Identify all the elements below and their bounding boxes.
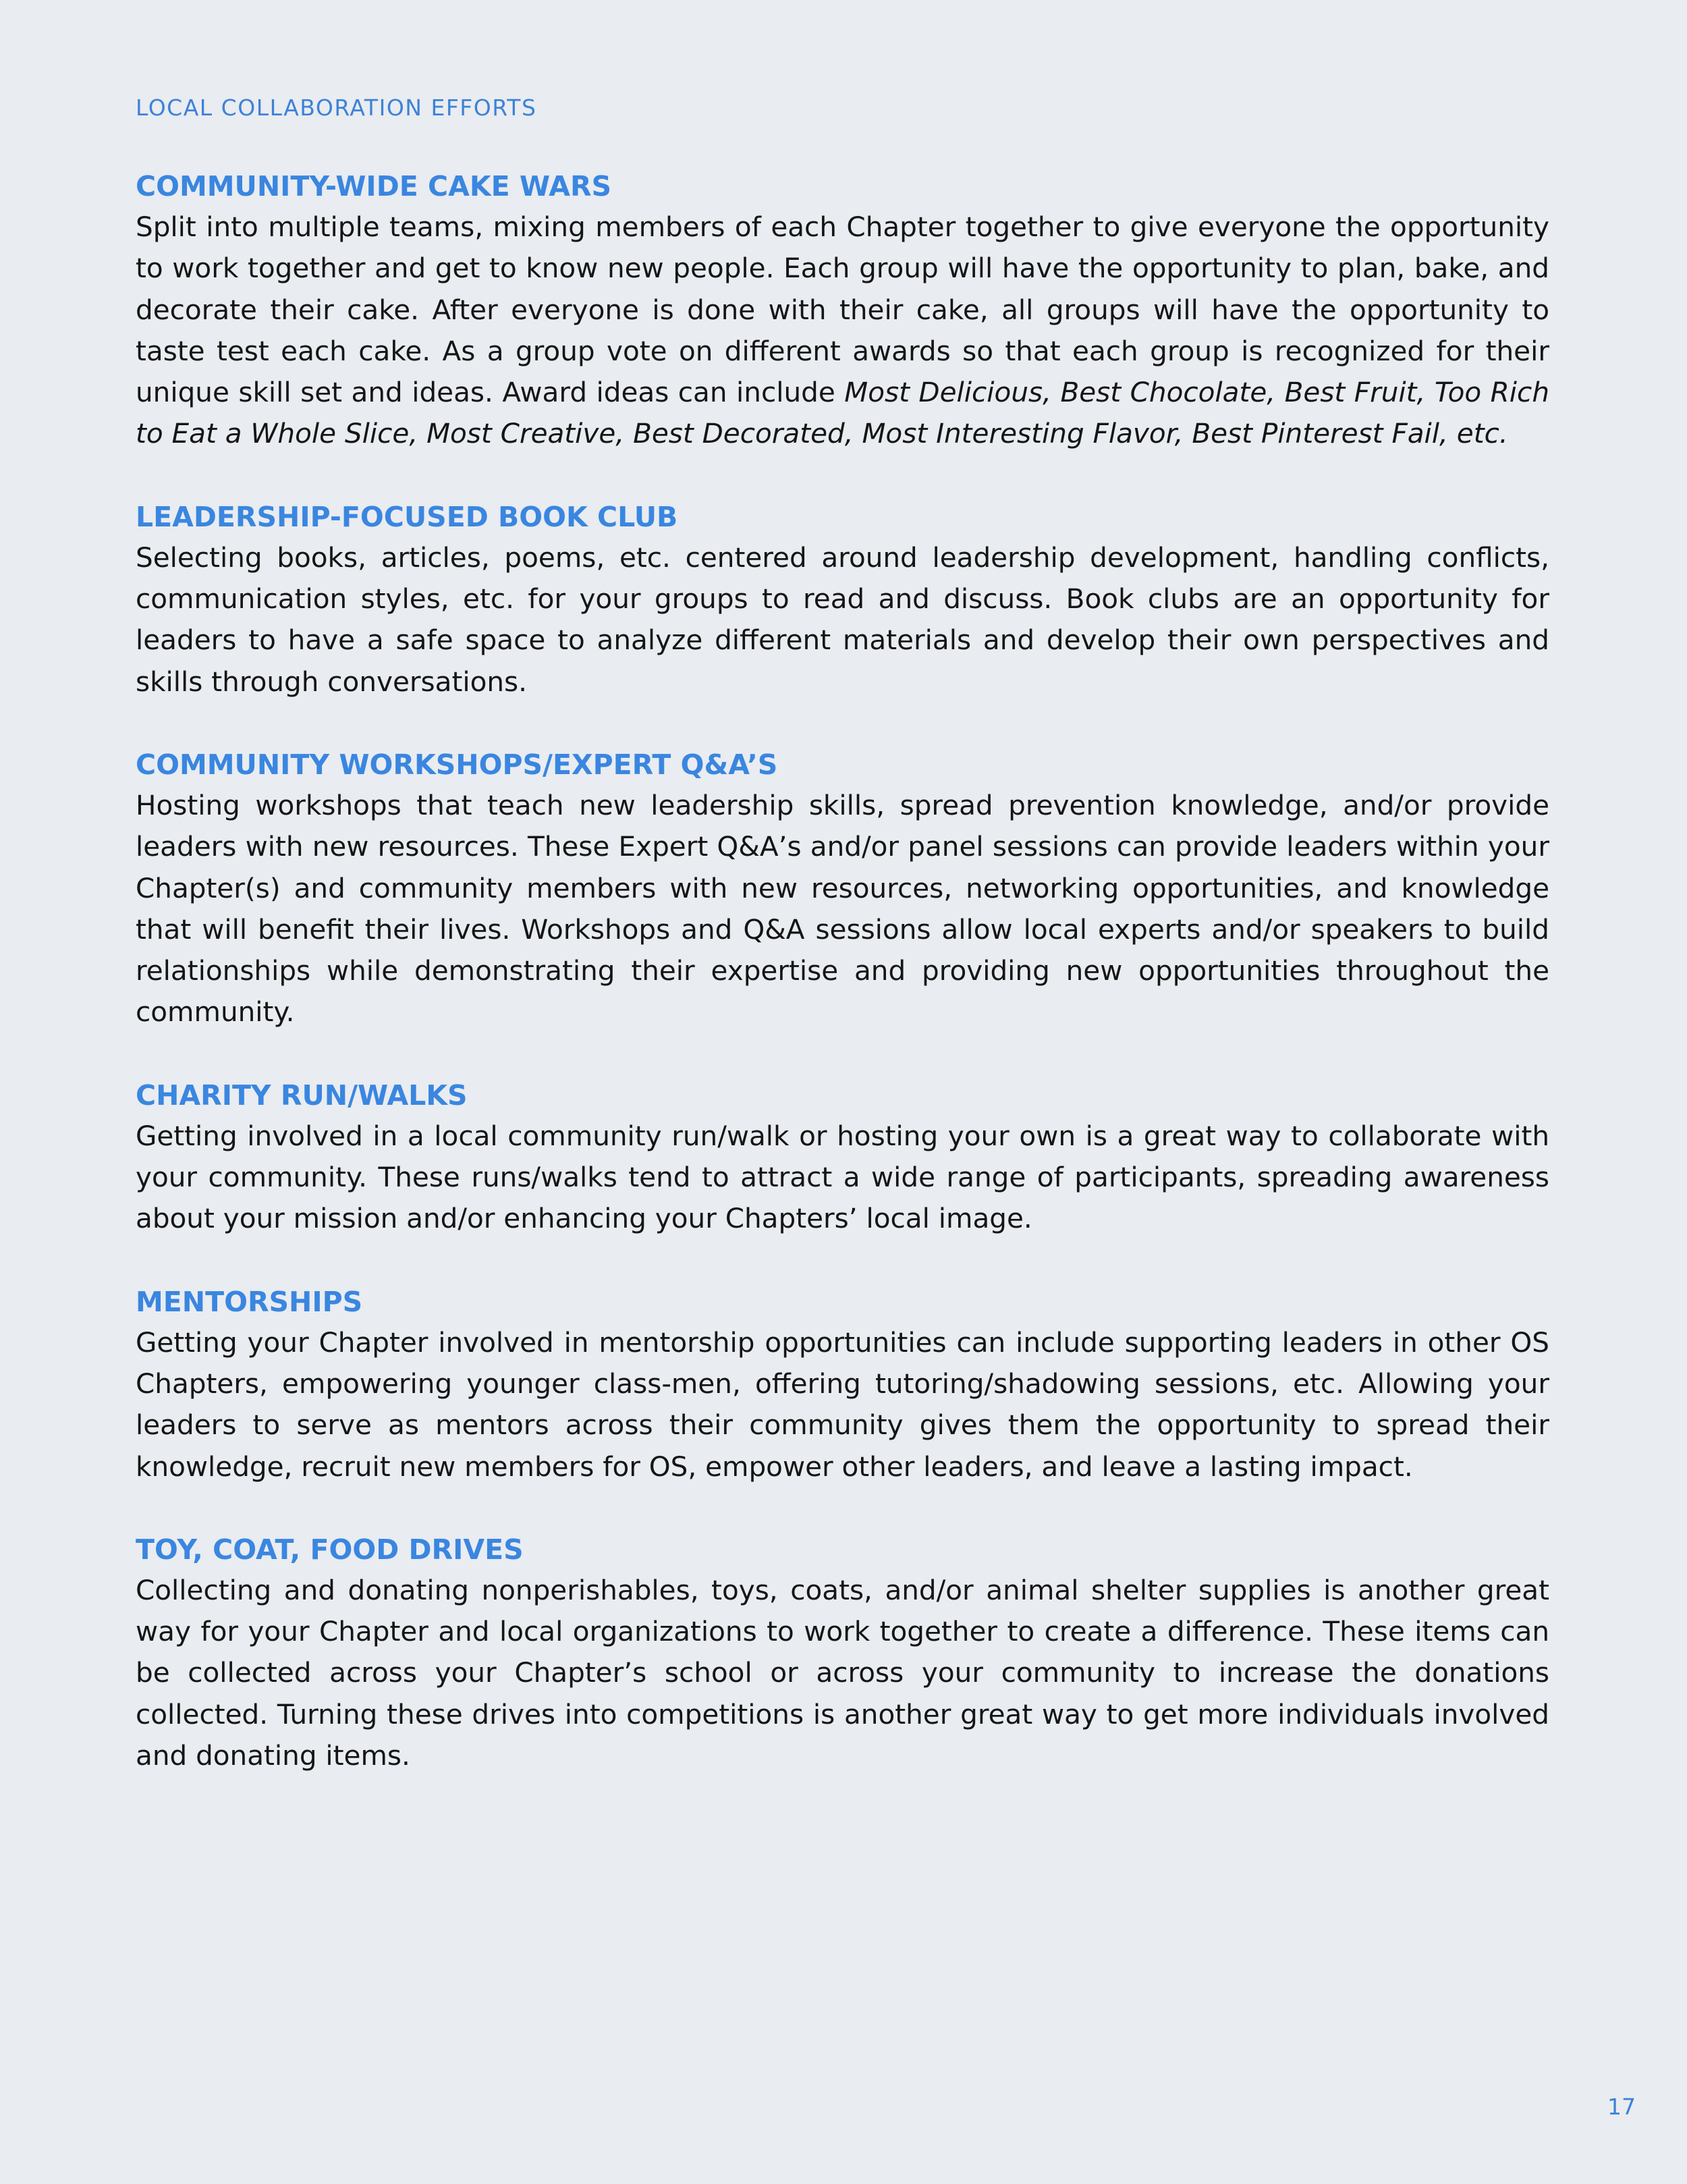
sections-container bbox=[136, 166, 1549, 1818]
section-body: Getting involved in a local community run/walk or hosting your own is a great way to collaborate with your community. These runs/walks tend to attract a wide range of participants, spreading awareness about your mission and/or enhancing your Chapters’ local image. bbox=[136, 1119, 1549, 1235]
section-title: CHARITY RUN/WALKS bbox=[136, 1079, 468, 1112]
section-book-club bbox=[136, 497, 1549, 703]
section-title: MENTORSHIPS bbox=[136, 1285, 363, 1318]
section-mentorships bbox=[136, 1282, 1549, 1487]
section-body-text: Split into multiple teams, mixing members of each Chapter together to give everyone the opportunity to work together and get to know new people. Each group will have the opportunity to plan, bake, and decorate their cake. After everyone is done with their cake, all groups will have the opportunity to taste test each cake. As a group vote on different awards so that each group is recognized for their unique skill set and ideas. Award ideas can include bbox=[136, 211, 1549, 409]
section-workshops bbox=[136, 744, 1549, 1033]
section-body bbox=[136, 207, 1549, 455]
page-number: 17 bbox=[1607, 2094, 1636, 2120]
running-header: LOCAL COLLABORATION EFFORTS bbox=[136, 94, 537, 121]
section-title: COMMUNITY-WIDE CAKE WARS bbox=[136, 170, 612, 202]
section-body: Hosting workshops that teach new leadership skills, spread prevention knowledge, and/or provide leaders with new resources. These Expert Q&A’s and/or panel sessions can provide leaders within your Chapter(s) and community members with new resources, networking opportunities, and knowledge that will benefit their lives. Workshops and Q&A sessions allow local experts and/or speakers to build relationships while demonstrating their expertise and providing new opportunities throughout the community. bbox=[136, 788, 1549, 1029]
section-title: TOY, COAT, FOOD DRIVES bbox=[136, 1533, 524, 1566]
section-title: COMMUNITY WORKSHOPS/EXPERT Q&A’S bbox=[136, 748, 778, 781]
section-body: Selecting books, articles, poems, etc. centered around leadership development, handling conflicts, communication styles, etc. for your groups to read and discuss. Book clubs are an opportunity for leaders to have a safe space to analyze different materials and develop their own perspectives and skills through conversations. bbox=[136, 541, 1549, 698]
section-title: LEADERSHIP-FOCUSED BOOK CLUB bbox=[136, 500, 678, 533]
section-cake-wars bbox=[136, 166, 1549, 455]
section-body: Collecting and donating nonperishables, toys, coats, and/or animal shelter supplies is another great way for your Chapter and local organizations to work together to create a difference. These items can be collected across your Chapter’s school or across your community to increase the donations collected. Turning these drives into competitions is another great way to get more individuals involved and donating items. bbox=[136, 1573, 1549, 1772]
section-charity-runs bbox=[136, 1075, 1549, 1240]
section-body-italic-text: Most Delicious, Best Chocolate, Best Fruit, Too Rich to Eat a Whole Slice, Most Creative, Best Decorated, Most Interesting Flavor, Best Pinterest Fail, etc. bbox=[136, 376, 1549, 450]
section-drives bbox=[136, 1529, 1549, 1776]
section-body: Getting your Chapter involved in mentorship opportunities can include supporting leaders in other OS Chapters, empowering younger class-men, offering tutoring/shadowing sessions, etc. Allowing your leaders to serve as mentors across their community gives them the opportunity to spread their knowledge, recruit new members for OS, empower other leaders, and leave a lasting impact. bbox=[136, 1326, 1549, 1483]
